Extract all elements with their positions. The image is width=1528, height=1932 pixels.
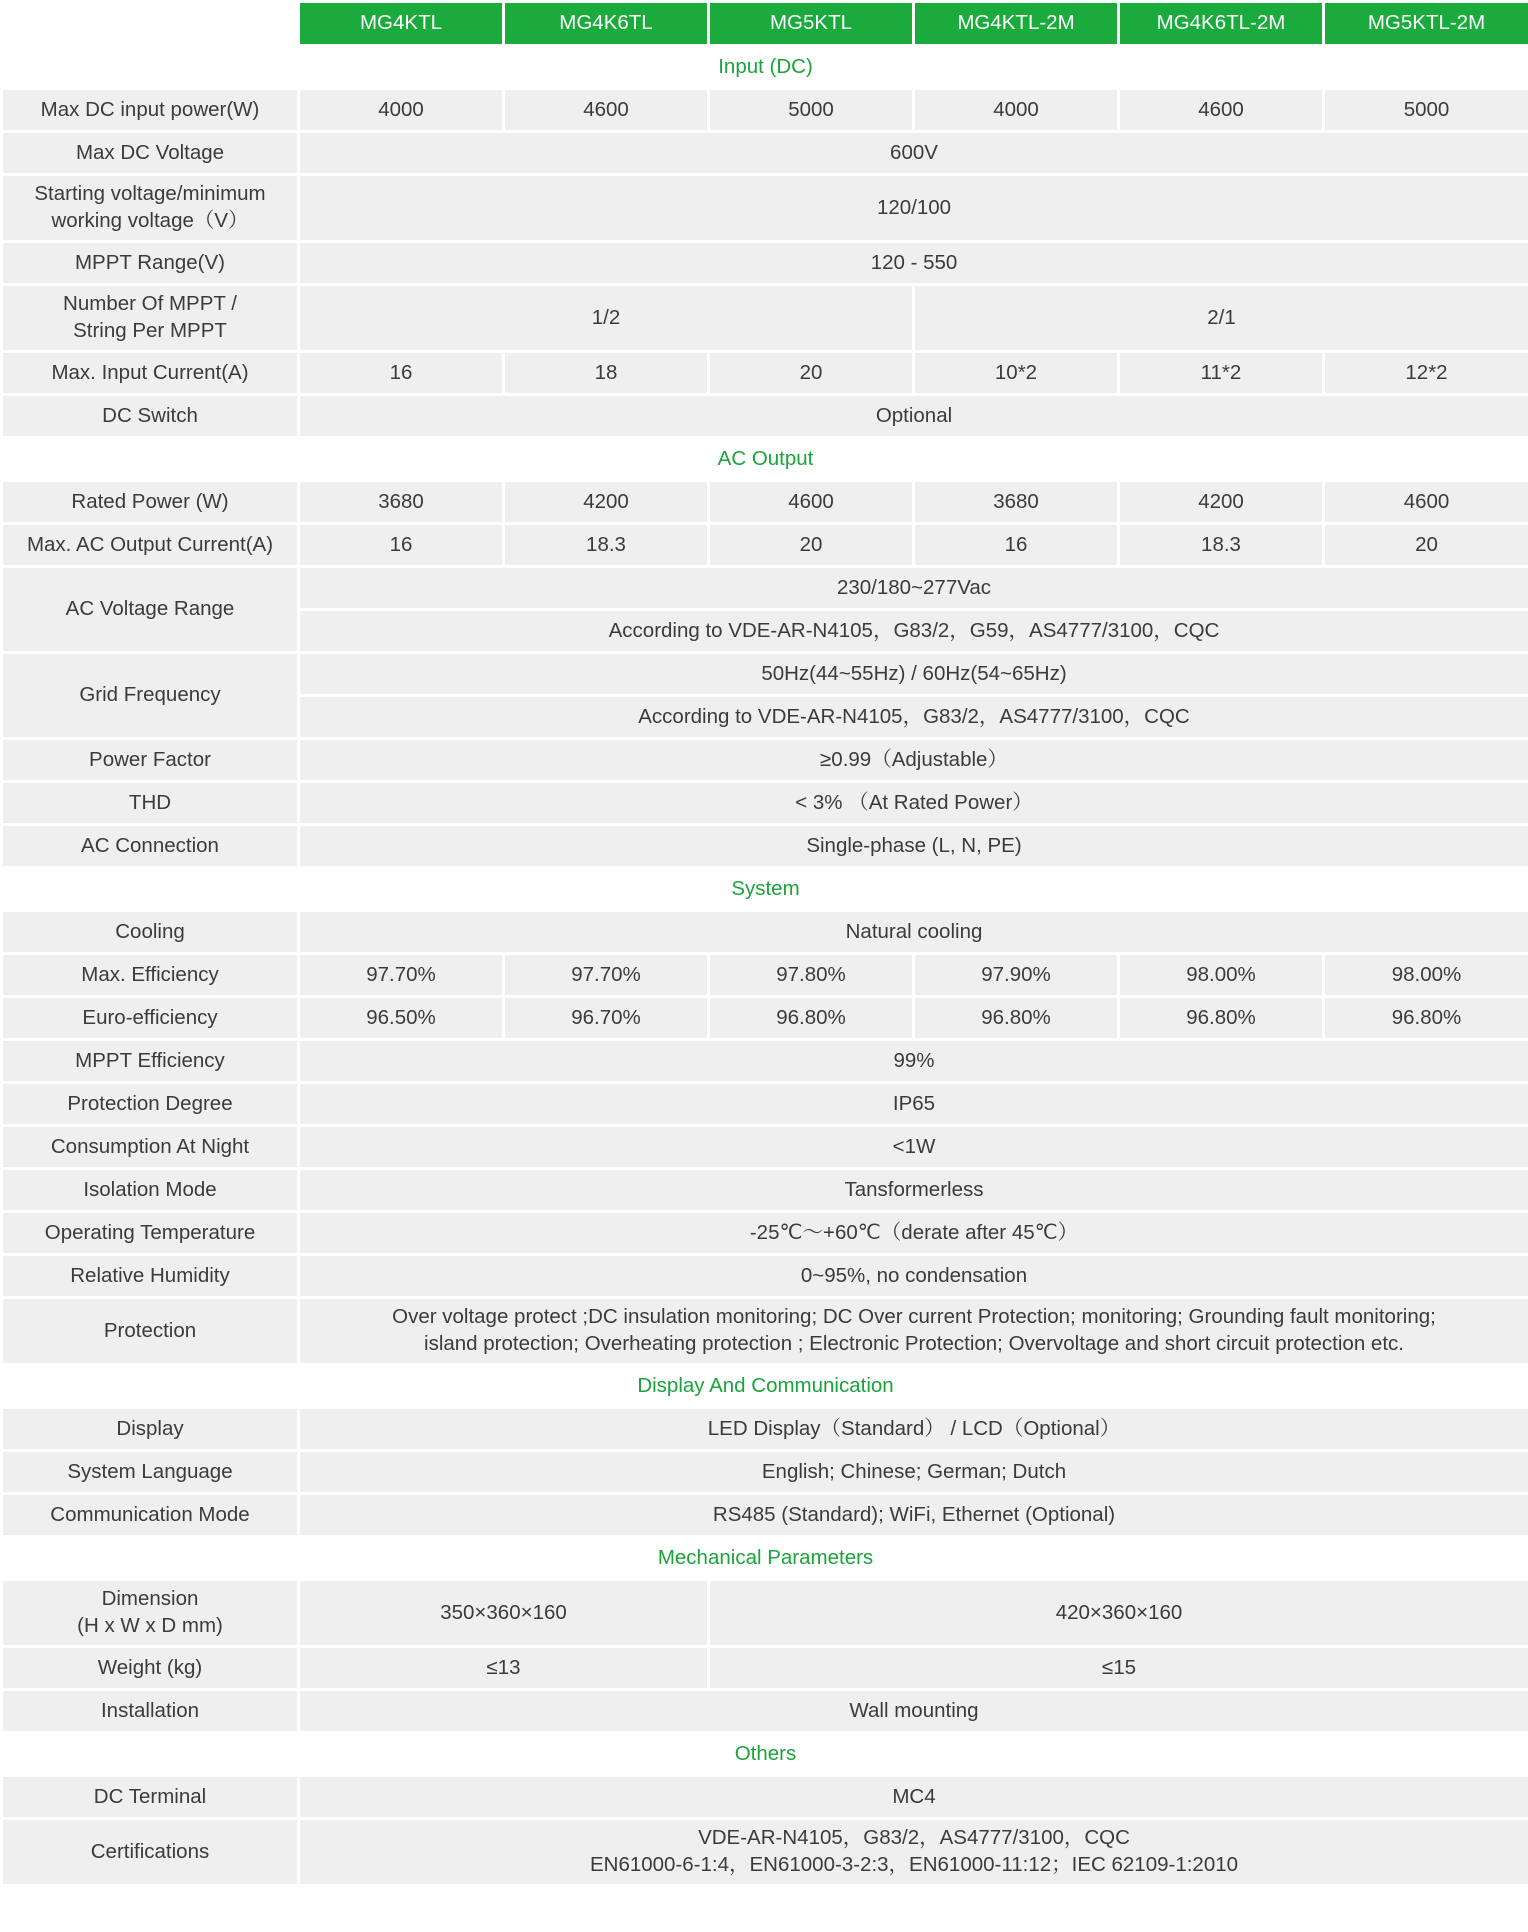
- cell-value: 96.80%: [1325, 998, 1528, 1038]
- row-label: [3, 1581, 297, 1645]
- section-row: [3, 47, 1528, 87]
- spec-row-ac-connection: [3, 826, 1528, 866]
- cell-value-line: Over voltage protect ;DC insulation monitoring; DC Over current Protection; monitoring; Grounding fault monitoring;: [392, 1305, 1436, 1329]
- cell-value: 3680: [300, 482, 502, 522]
- spec-row-protection-degree: [3, 1084, 1528, 1124]
- cell-value: 96.50%: [300, 998, 502, 1038]
- cell-value: RS485 (Standard); WiFi, Ethernet (Optional): [300, 1495, 1528, 1535]
- cell-value: 1/2: [300, 286, 912, 350]
- cell-value: 18.3: [1120, 525, 1322, 565]
- section-row: [3, 1734, 1528, 1774]
- cell-value: Single-phase (L, N, PE): [300, 826, 1528, 866]
- cell-value: 11*2: [1120, 353, 1322, 393]
- section-title-mechanical: Mechanical Parameters: [3, 1538, 1528, 1578]
- row-label: MPPT Range(V): [3, 243, 297, 283]
- spec-row-dc-switch: [3, 396, 1528, 436]
- cell-value: 97.70%: [300, 955, 502, 995]
- cell-value: 2/1: [915, 286, 1528, 350]
- cell-value: MC4: [300, 1777, 1528, 1817]
- row-label: Protection Degree: [3, 1084, 297, 1124]
- row-label: Operating Temperature: [3, 1213, 297, 1253]
- row-label: Weight (kg): [3, 1648, 297, 1688]
- cell-value: 420×360×160: [710, 1581, 1528, 1645]
- section-row: [3, 869, 1528, 909]
- spec-row-max-input-current: [3, 353, 1528, 393]
- spec-row-thd: [3, 783, 1528, 823]
- cell-value: 4600: [710, 482, 912, 522]
- spec-row-installation: [3, 1691, 1528, 1731]
- cell-value: 96.70%: [505, 998, 707, 1038]
- model-header-row: [3, 3, 1528, 44]
- cell-value: 4000: [915, 90, 1117, 130]
- spec-row-max-dc-power: [3, 90, 1528, 130]
- cell-value-line: VDE-AR-N4105，G83/2，AS4777/3100，CQC: [698, 1826, 1130, 1850]
- cell-value: 230/180~277Vac: [300, 568, 1528, 608]
- cell-value: 96.80%: [1120, 998, 1322, 1038]
- cell-value: 4600: [1325, 482, 1528, 522]
- section-title-ac-output: AC Output: [3, 439, 1528, 479]
- cell-value: 4200: [1120, 482, 1322, 522]
- cell-value: 20: [710, 353, 912, 393]
- section-title-input-dc: Input (DC): [3, 47, 1528, 87]
- model-header: MG4K6TL: [505, 3, 707, 44]
- row-label: Euro-efficiency: [3, 998, 297, 1038]
- spec-row-max-ac-current: [3, 525, 1528, 565]
- cell-value: 120 - 550: [300, 243, 1528, 283]
- spec-row-grid-frequency: [3, 654, 1528, 694]
- model-header: MG4K6TL-2M: [1120, 3, 1322, 44]
- cell-value: ≥0.99（Adjustable）: [300, 740, 1528, 780]
- header-corner: [3, 3, 297, 44]
- cell-value: 5000: [1325, 90, 1528, 130]
- cell-value: 3680: [915, 482, 1117, 522]
- cell-value: 18: [505, 353, 707, 393]
- cell-value: 16: [300, 525, 502, 565]
- cell-value: -25℃～+60℃（derate after 45℃）: [300, 1213, 1528, 1253]
- cell-value: 97.90%: [915, 955, 1117, 995]
- cell-value: 600V: [300, 133, 1528, 173]
- cell-value: [300, 1299, 1528, 1363]
- cell-value: 20: [710, 525, 912, 565]
- cell-value: [300, 1820, 1528, 1884]
- cell-value: ≤15: [710, 1648, 1528, 1688]
- cell-value: Natural cooling: [300, 912, 1528, 952]
- cell-value: Tansformerless: [300, 1170, 1528, 1210]
- cell-value: 4600: [505, 90, 707, 130]
- row-label-line: String Per MPPT: [73, 319, 227, 342]
- cell-value: ≤13: [300, 1648, 707, 1688]
- cell-value: 5000: [710, 90, 912, 130]
- cell-value-line: EN61000-6-1:4，EN61000-3-2:3，EN61000-11:12；IEC 62109-1:2010: [589, 1853, 1239, 1876]
- spec-row-euro-efficiency: [3, 998, 1528, 1038]
- cell-value: 97.80%: [710, 955, 912, 995]
- spec-row-certifications: [3, 1820, 1528, 1884]
- spec-row-comm-mode: [3, 1495, 1528, 1535]
- model-header: MG5KTL-2M: [1325, 3, 1528, 44]
- row-label: Power Factor: [3, 740, 297, 780]
- cell-value: 97.70%: [505, 955, 707, 995]
- section-row: [3, 1366, 1528, 1406]
- cell-value: <1W: [300, 1127, 1528, 1167]
- model-header: MG5KTL: [710, 3, 912, 44]
- cell-value: 0~95%, no condensation: [300, 1256, 1528, 1296]
- cell-value: 96.80%: [915, 998, 1117, 1038]
- row-label: AC Voltage Range: [3, 568, 297, 651]
- spec-row-max-efficiency: [3, 955, 1528, 995]
- row-label: [3, 176, 297, 240]
- cell-value: 20: [1325, 525, 1528, 565]
- spec-row-mppt-efficiency: [3, 1041, 1528, 1081]
- spec-row-system-language: [3, 1452, 1528, 1492]
- row-label: Max. Efficiency: [3, 955, 297, 995]
- spec-row-max-dc-voltage: [3, 133, 1528, 173]
- spec-row-power-factor: [3, 740, 1528, 780]
- spec-row-dimension: [3, 1581, 1528, 1645]
- cell-value: 120/100: [300, 176, 1528, 240]
- cell-value: 98.00%: [1120, 955, 1322, 995]
- cell-value: 18.3: [505, 525, 707, 565]
- row-label: Max. Input Current(A): [3, 353, 297, 393]
- row-label: AC Connection: [3, 826, 297, 866]
- row-label: Protection: [3, 1299, 297, 1363]
- section-title-display-comm: Display And Communication: [3, 1366, 1528, 1406]
- row-label: DC Switch: [3, 396, 297, 436]
- row-label: Cooling: [3, 912, 297, 952]
- cell-value: < 3% （At Rated Power）: [300, 783, 1528, 823]
- spec-row-mppt-range: [3, 243, 1528, 283]
- cell-value: English; Chinese; German; Dutch: [300, 1452, 1528, 1492]
- cell-value: According to VDE-AR-N4105，G83/2，AS4777/3100，CQC: [300, 697, 1528, 737]
- spec-row-weight: [3, 1648, 1528, 1688]
- row-label: Rated Power (W): [3, 482, 297, 522]
- cell-value: 4200: [505, 482, 707, 522]
- row-label: DC Terminal: [3, 1777, 297, 1817]
- cell-value: 4000: [300, 90, 502, 130]
- spec-row-cooling: [3, 912, 1528, 952]
- cell-value: LED Display（Standard） / LCD（Optional）: [300, 1409, 1528, 1449]
- cell-value: 16: [915, 525, 1117, 565]
- row-label: Relative Humidity: [3, 1256, 297, 1296]
- spec-row-rated-power: [3, 482, 1528, 522]
- cell-value: According to VDE-AR-N4105，G83/2，G59，AS4777/3100，CQC: [300, 611, 1528, 651]
- section-title-system: System: [3, 869, 1528, 909]
- row-label: Certifications: [3, 1820, 297, 1884]
- spec-row-relative-humidity: [3, 1256, 1528, 1296]
- row-label: Consumption At Night: [3, 1127, 297, 1167]
- row-label: Grid Frequency: [3, 654, 297, 737]
- row-label: MPPT Efficiency: [3, 1041, 297, 1081]
- spec-row-dc-terminal: [3, 1777, 1528, 1817]
- row-label: Isolation Mode: [3, 1170, 297, 1210]
- cell-value: Wall mounting: [300, 1691, 1528, 1731]
- row-label: [3, 286, 297, 350]
- cell-value: Optional: [300, 396, 1528, 436]
- cell-value-line: island protection; Overheating protection ; Electronic Protection; Overvoltage and short circuit protection etc.: [424, 1332, 1404, 1355]
- row-label: Display: [3, 1409, 297, 1449]
- spec-row-consumption-night: [3, 1127, 1528, 1167]
- model-header: MG4KTL: [300, 3, 502, 44]
- row-label-line: Number Of MPPT /: [63, 292, 237, 316]
- spec-row-protection: [3, 1299, 1528, 1363]
- row-label: Max DC input power(W): [3, 90, 297, 130]
- model-header: MG4KTL-2M: [915, 3, 1117, 44]
- spec-row-ac-voltage-range: [3, 568, 1528, 608]
- section-title-others: Others: [3, 1734, 1528, 1774]
- cell-value: 12*2: [1325, 353, 1528, 393]
- row-label: Max. AC Output Current(A): [3, 525, 297, 565]
- row-label: System Language: [3, 1452, 297, 1492]
- row-label: Max DC Voltage: [3, 133, 297, 173]
- spec-row-operating-temp: [3, 1213, 1528, 1253]
- row-label-line: Starting voltage/minimum: [34, 182, 266, 206]
- row-label-line: (H x W x D mm): [77, 1614, 223, 1637]
- row-label: THD: [3, 783, 297, 823]
- spec-row-isolation-mode: [3, 1170, 1528, 1210]
- cell-value: 50Hz(44~55Hz) / 60Hz(54~65Hz): [300, 654, 1528, 694]
- cell-value: IP65: [300, 1084, 1528, 1124]
- cell-value: 350×360×160: [300, 1581, 707, 1645]
- spec-row-start-voltage: [3, 176, 1528, 240]
- row-label-line: Dimension: [101, 1587, 199, 1611]
- row-label: Communication Mode: [3, 1495, 297, 1535]
- section-row: [3, 439, 1528, 479]
- spec-row-display: [3, 1409, 1528, 1449]
- cell-value: 96.80%: [710, 998, 912, 1038]
- section-row: [3, 1538, 1528, 1578]
- cell-value: 4600: [1120, 90, 1322, 130]
- row-label-line: working voltage（V）: [51, 209, 249, 232]
- cell-value: 98.00%: [1325, 955, 1528, 995]
- cell-value: 99%: [300, 1041, 1528, 1081]
- row-label: Installation: [3, 1691, 297, 1731]
- cell-value: 16: [300, 353, 502, 393]
- spec-row-num-mppt: [3, 286, 1528, 350]
- cell-value: 10*2: [915, 353, 1117, 393]
